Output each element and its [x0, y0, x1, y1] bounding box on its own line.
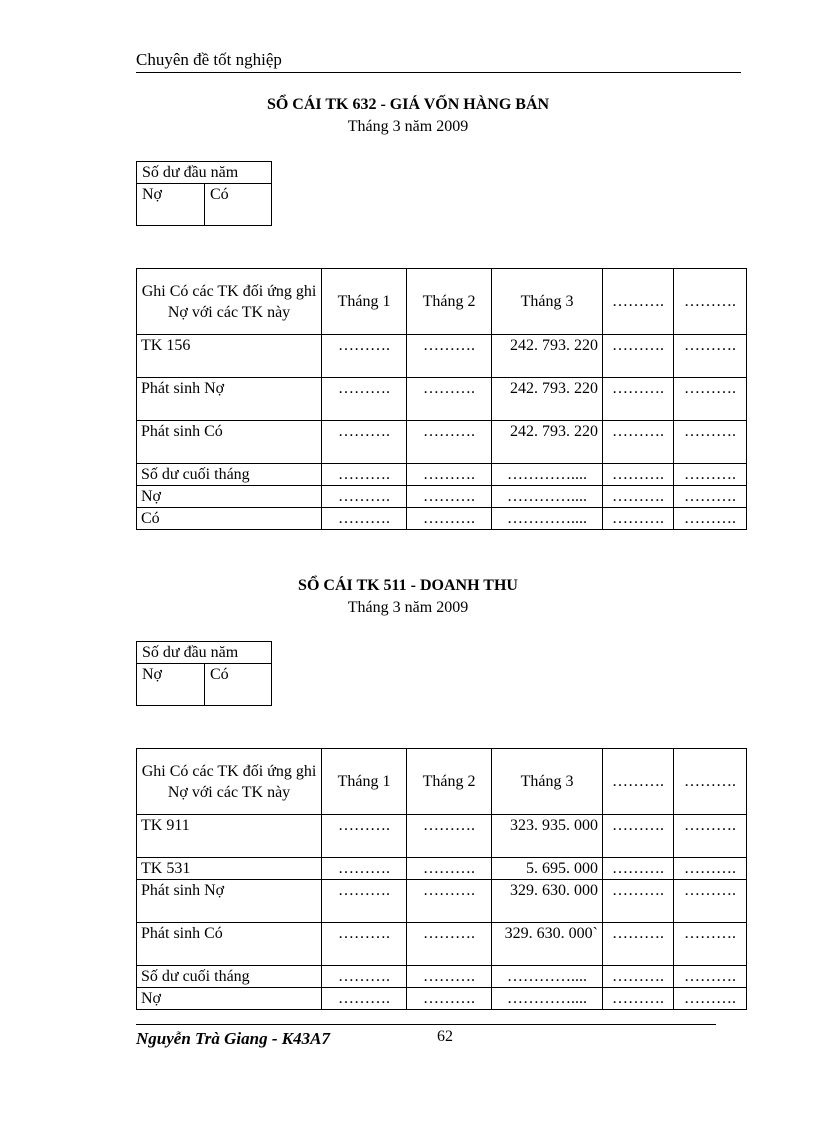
cell: ……….	[407, 815, 492, 858]
cell: ……….	[322, 335, 407, 378]
opening-balance-label: Số dư đầu năm	[137, 162, 272, 184]
table-row	[137, 880, 747, 923]
cell: …………....	[492, 464, 603, 486]
cell: ……….	[322, 464, 407, 486]
cell: 242. 793. 220	[492, 378, 603, 421]
document-header: Chuyên đề tốt nghiệp	[136, 50, 741, 73]
cell: ……….	[674, 966, 747, 988]
cell: ……….	[322, 508, 407, 530]
cell: ……….	[407, 421, 492, 464]
cell: ……….	[603, 378, 674, 421]
ledger-511-table	[136, 748, 747, 1010]
col-header-month-2: Tháng 2	[407, 749, 492, 815]
cell: ……….	[407, 486, 492, 508]
page-number: 62	[437, 1028, 453, 1045]
cell: ……….	[407, 335, 492, 378]
col-header-month-1: Tháng 1	[322, 269, 407, 335]
cell: ……….	[407, 923, 492, 966]
cell: ……….	[603, 421, 674, 464]
ledger-632-table	[136, 268, 747, 530]
row-label: Có	[137, 508, 322, 530]
cell: ……….	[603, 988, 674, 1010]
cell: ……….	[674, 988, 747, 1010]
row-label: Nợ	[137, 988, 322, 1010]
cell: ……….	[674, 880, 747, 923]
table-row	[137, 988, 747, 1010]
cell: ……….	[674, 421, 747, 464]
cell: ……….	[407, 378, 492, 421]
footer-author: Nguyễn Trà Giang - K43A7	[136, 1029, 330, 1048]
opening-credit: Có	[205, 664, 272, 706]
row-label: TK 911	[137, 815, 322, 858]
ledger-511-opening-balance	[136, 641, 272, 706]
cell: ……….	[407, 464, 492, 486]
table-row	[137, 858, 747, 880]
cell: ……….	[674, 923, 747, 966]
row-label: Phát sinh Có	[137, 923, 322, 966]
cell: ……….	[603, 815, 674, 858]
table-row	[137, 966, 747, 988]
cell: ……….	[322, 923, 407, 966]
table-row	[137, 923, 747, 966]
cell: ……….	[603, 486, 674, 508]
cell: ……….	[674, 378, 747, 421]
ledger-632-title: SỔ CÁI TK 632 - GIÁ VỐN HÀNG BÁN	[266, 96, 550, 113]
cell: …………....	[492, 486, 603, 508]
table-row	[137, 464, 747, 486]
cell: …………....	[492, 966, 603, 988]
cell: ……….	[603, 335, 674, 378]
table-row	[137, 486, 747, 508]
cell: ……….	[674, 815, 747, 858]
cell: ……….	[603, 966, 674, 988]
cell: ……….	[674, 486, 747, 508]
cell: ……….	[674, 335, 747, 378]
ledger-632-opening-balance	[136, 161, 272, 226]
cell: ……….	[322, 966, 407, 988]
opening-debit: Nợ	[137, 664, 205, 706]
cell: 5. 695. 000	[492, 858, 603, 880]
col-header-month-1: Tháng 1	[322, 749, 407, 815]
row-label: Phát sinh Nợ	[137, 378, 322, 421]
cell: ……….	[322, 486, 407, 508]
cell: ……….	[322, 858, 407, 880]
col-header-account: Ghi Có các TK đối ứng ghi Nợ với các TK này	[137, 749, 322, 815]
cell: ……….	[603, 858, 674, 880]
cell: ……….	[674, 464, 747, 486]
cell: 323. 935. 000	[492, 815, 603, 858]
col-header-month-3: Tháng 3	[492, 269, 603, 335]
cell: …………....	[492, 508, 603, 530]
row-label: Phát sinh Có	[137, 421, 322, 464]
col-header-month-3: Tháng 3	[492, 749, 603, 815]
col-header-extra-1: ……….	[603, 269, 674, 335]
cell: 329. 630. 000`	[492, 923, 603, 966]
col-header-extra-2: ……….	[674, 269, 747, 335]
cell: 242. 793. 220	[492, 335, 603, 378]
row-label: TK 156	[137, 335, 322, 378]
footer-divider	[136, 1024, 716, 1025]
cell: 329. 630. 000	[492, 880, 603, 923]
cell: ……….	[407, 966, 492, 988]
cell: ……….	[407, 988, 492, 1010]
cell: ……….	[407, 508, 492, 530]
table-row	[137, 335, 747, 378]
row-label: Phát sinh Nợ	[137, 880, 322, 923]
col-header-month-2: Tháng 2	[407, 269, 492, 335]
row-label: Số dư cuối tháng	[137, 966, 322, 988]
ledger-511-title: SỔ CÁI TK 511 - DOANH THU	[298, 577, 518, 594]
cell: ……….	[407, 858, 492, 880]
table-row	[137, 378, 747, 421]
table-row	[137, 508, 747, 530]
row-label: TK 531	[137, 858, 322, 880]
row-label: Nợ	[137, 486, 322, 508]
cell: ……….	[322, 815, 407, 858]
cell: …………....	[492, 988, 603, 1010]
table-row	[137, 815, 747, 858]
ledger-632-subtitle: Tháng 3 năm 2009	[347, 118, 469, 135]
ledger-511-subtitle: Tháng 3 năm 2009	[347, 599, 469, 616]
col-header-account: Ghi Có các TK đối ứng ghi Nợ với các TK này	[137, 269, 322, 335]
cell: ……….	[322, 880, 407, 923]
opening-balance-label: Số dư đầu năm	[137, 642, 272, 664]
cell: ……….	[603, 464, 674, 486]
opening-credit: Có	[205, 184, 272, 226]
row-label: Số dư cuối tháng	[137, 464, 322, 486]
col-header-extra-1: ……….	[603, 749, 674, 815]
cell: ……….	[407, 880, 492, 923]
cell: ……….	[674, 508, 747, 530]
cell: ……….	[322, 378, 407, 421]
cell: ……….	[674, 858, 747, 880]
cell: ……….	[603, 880, 674, 923]
cell: ……….	[322, 421, 407, 464]
cell: ……….	[322, 988, 407, 1010]
col-header-extra-2: ……….	[674, 749, 747, 815]
cell: 242. 793. 220	[492, 421, 603, 464]
cell: ……….	[603, 923, 674, 966]
table-row	[137, 421, 747, 464]
cell: ……….	[603, 508, 674, 530]
opening-debit: Nợ	[137, 184, 205, 226]
